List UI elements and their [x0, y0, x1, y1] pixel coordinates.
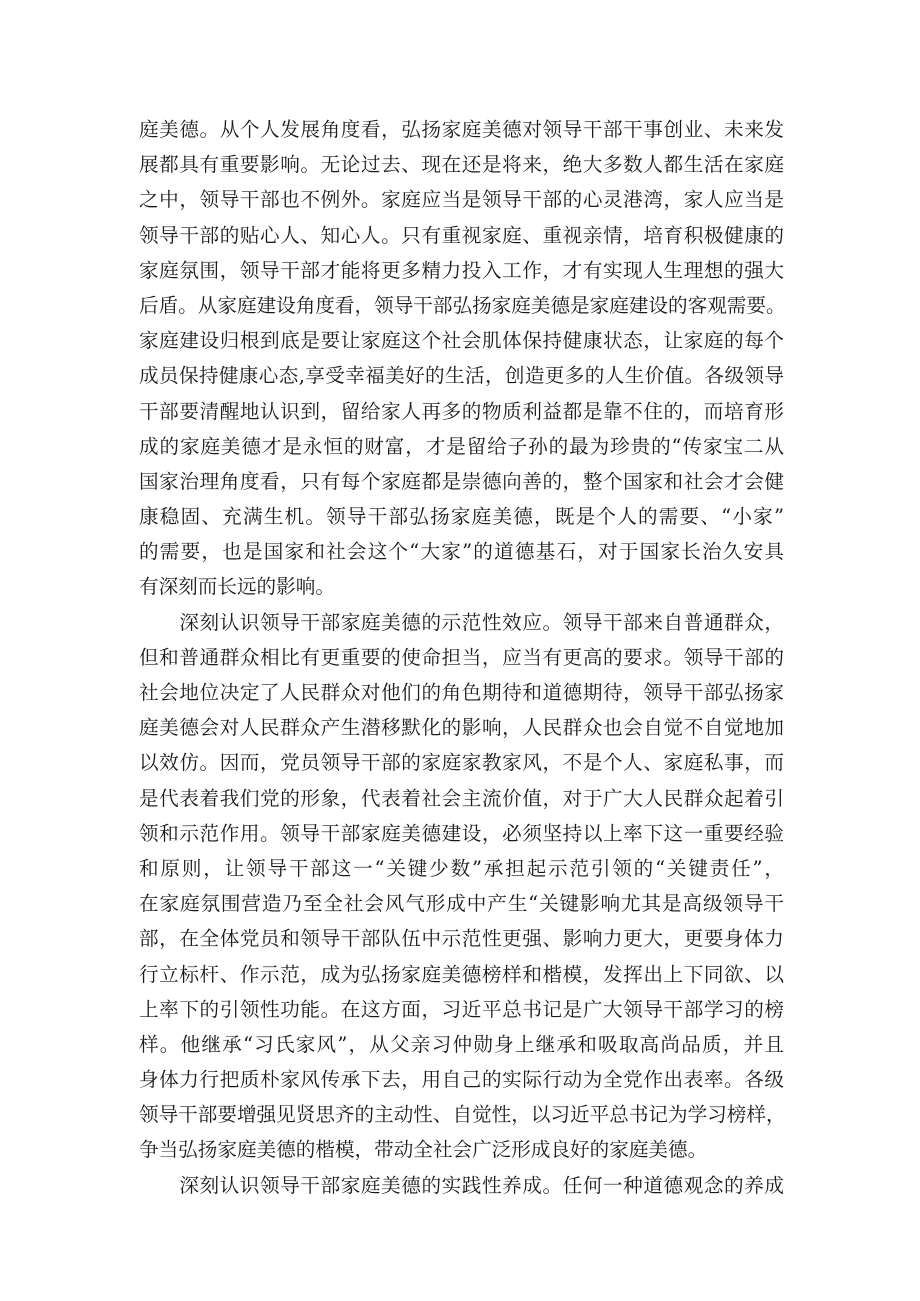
document-body: [139, 112, 784, 1203]
text-line: 后盾。从家庭建设角度看，领导干部弘扬家庭美德是家庭建设的客观需要。: [139, 293, 786, 317]
text-line: 展都具有重要影响。无论过去、现在还是将来，绝大多数人都生活在家庭: [139, 153, 784, 177]
text-line: 家庭氛围，领导干部才能将更多精力投入工作，才有实现人生理想的强大: [139, 258, 784, 282]
text-line: 成员保持健康心态,享受幸福美好的生活，创造更多的人生价值。各级领导: [139, 364, 784, 388]
text-line: 庭美德会对人民群众产生潜移默化的影响，人民群众也会自觉不自觉地加: [139, 716, 784, 740]
text-line: 部，在全体党员和领导干部队伍中示范性更强、影响力更大，更要身体力: [139, 927, 784, 951]
text-line: 争当弘扬家庭美德的楷模，带动全社会广泛形成良好的家庭美德。: [139, 1138, 708, 1162]
text-line: 领导干部的贴心人、知心人。只有重视家庭、重视亲情，培育积极健康的: [139, 223, 784, 247]
text-line: 社会地位决定了人民群众对他们的角色期待和道德期待，领导干部弘扬家: [139, 681, 784, 704]
text-line: 有深刻而长远的影响。: [139, 575, 335, 599]
text-line: 的需要，也是国家和社会这个“大家”的道德基石，对于国家长治久安具: [139, 540, 784, 564]
paragraph-exemplary-effect: [139, 605, 784, 1168]
text-line: 是代表着我们党的形象，代表着社会主流价值，对于广大人民群众起着引: [139, 786, 784, 810]
text-line: 上率下的引领性功能。在这方面，习近平总书记是广大领导干部学习的榜: [139, 997, 784, 1021]
text-line: 样。他继承“习氏家风”，从父亲习仲勋身上继承和吸取高尚品质，并且: [139, 1032, 784, 1056]
text-line: 行立标杆、作示范，成为弘扬家庭美德榜样和楷模，发挥出上下同欲、以: [139, 962, 784, 986]
text-line: 干部要清醒地认识到，留给家人再多的物质利益都是靠不住的，而培育形: [139, 399, 784, 423]
paragraph-family-virtue-importance: [139, 112, 784, 605]
text-line: 在家庭氛围营造乃至全社会风气形成中产生“关键影响尤其是高级领导干: [139, 892, 784, 916]
text-line: 深刻认识领导干部家庭美德的实践性养成。任何一种道德观念的养成: [139, 1173, 784, 1197]
text-line: 成的家庭美德才是永恒的财富，才是留给子孙的最为珍贵的“传家宝二从: [139, 434, 784, 458]
text-line: 家庭建设归根到底是要让家庭这个社会肌体保持健康状态，让家庭的每个: [139, 329, 784, 353]
text-line: 之中，领导干部也不例外。家庭应当是领导干部的心灵港湾，家人应当是: [139, 188, 784, 212]
paragraph-practical-cultivation: [139, 1168, 784, 1203]
text-line: 领导干部要增强见贤思齐的主动性、自觉性，以习近平总书记为学习榜样，: [139, 1103, 786, 1127]
text-line: 庭美德。从个人发展角度看，弘扬家庭美德对领导干部干事创业、未来发: [139, 118, 784, 141]
text-line: 康稳固、充满生机。领导干部弘扬家庭美德，既是个人的需要、“小家”: [139, 505, 784, 529]
text-line: 身体力行把质朴家风传承下去，用自己的实际行动为全党作出表率。各级: [139, 1068, 784, 1092]
text-line: 但和普通群众相比有更重要的使命担当，应当有更高的要求。领导干部的: [139, 645, 784, 669]
text-line: 国家治理角度看，只有每个家庭都是崇德向善的，整个国家和社会才会健: [139, 469, 784, 493]
text-line: 以效仿。因而，党员领导干部的家庭家教家风，不是个人、家庭私事，而: [139, 751, 784, 775]
text-line: 深刻认识领导干部家庭美德的示范性效应。领导干部来自普通群众，: [139, 610, 784, 634]
text-line: 领和示范作用。领导干部家庭美德建设，必须坚持以上率下这一重要经验: [139, 821, 784, 845]
text-line: 和原则，让领导干部这一“关键少数”承担起示范引领的“关键责任”，: [139, 856, 784, 880]
